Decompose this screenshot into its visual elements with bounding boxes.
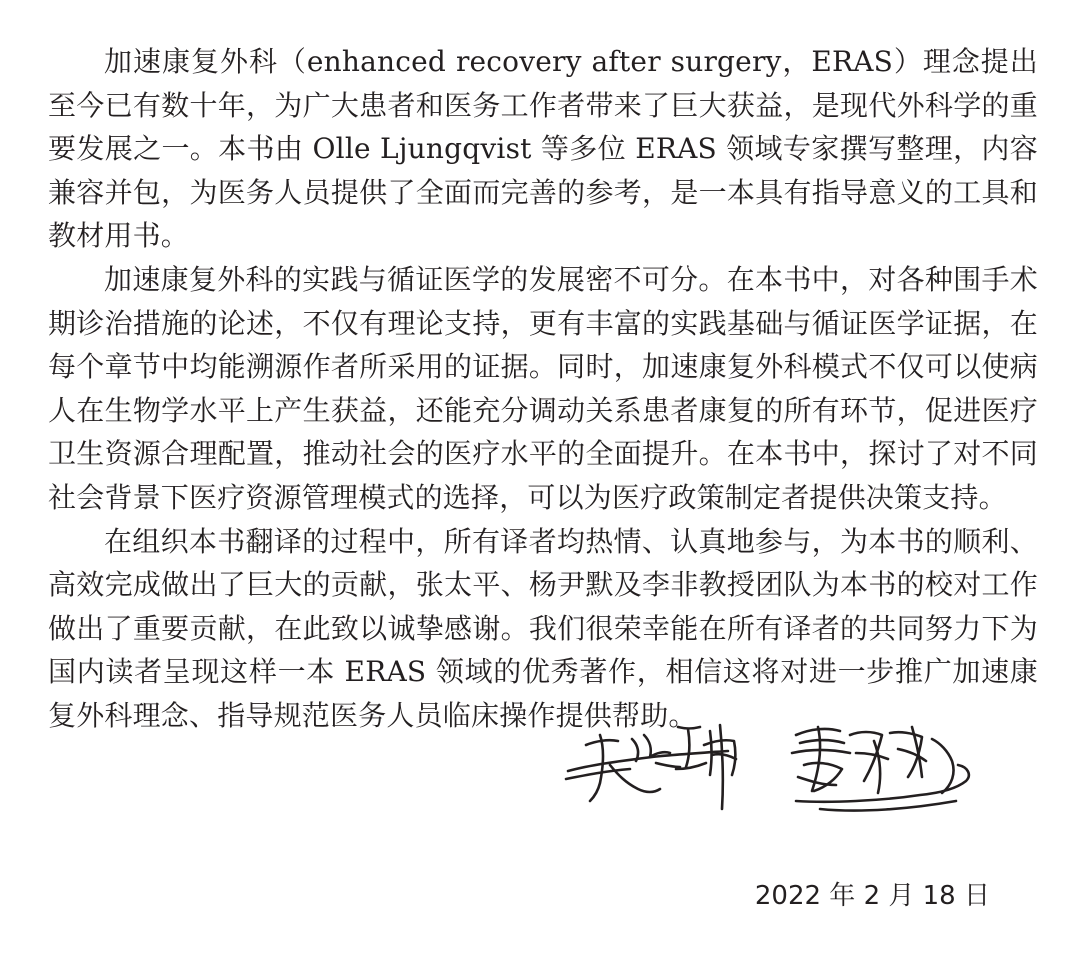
- signature-2: [792, 727, 969, 811]
- paragraph-2: 加速康复外科的实践与循证医学的发展密不可分。在本书中，对各种围手术期诊治措施的论述，不仅有理论支持，更有丰富的实践基础与循证医学证据，在每个章节中均能溯源作者所采用的证据。同时，加速康复外科模式不仅可以使病人在生物学水平上产生获益，还能充分调动关系患者康复的所有环节，促进医疗卫生资源合理配置，推动社会的医疗水平的全面提升。在本书中，探讨了对不同社会背景下医疗资源管理模式的选择，可以为医疗政策制定者提供决策支持。: [48, 262, 1038, 514]
- signatures: [560, 705, 990, 830]
- paragraph-1: 加速康复外科（enhanced recovery after surgery，ERAS）理念提出至今已有数十年，为广大患者和医务工作者带来了巨大获益，是现代外科学的重要发展之一。本书由 Olle Ljungqvist 等多位 ERAS 领域专家撰写整理，内容兼容并包，为医务人员提供了全面而完善的参考，是一本具有指导意义的工具和教材用书。: [48, 45, 1038, 253]
- body-text: [48, 40, 1038, 738]
- handwritten-signatures: [560, 705, 990, 830]
- document-date: 2022 年 2 月 18 日: [754, 881, 990, 911]
- signature-1: [566, 725, 736, 809]
- paragraph-3: 在组织本书翻译的过程中，所有译者均热情、认真地参与，为本书的顺利、高效完成做出了巨大的贡献，张太平、杨尹默及李非教授团队为本书的校对工作做出了重要贡献，在此致以诚挚感谢。我们很荣幸能在所有译者的共同努力下为国内读者呈现这样一本 ERAS 领域的优秀著作，相信这将对进一步推广加速康复外科理念、指导规范医务人员临床操作提供帮助。: [48, 524, 1038, 732]
